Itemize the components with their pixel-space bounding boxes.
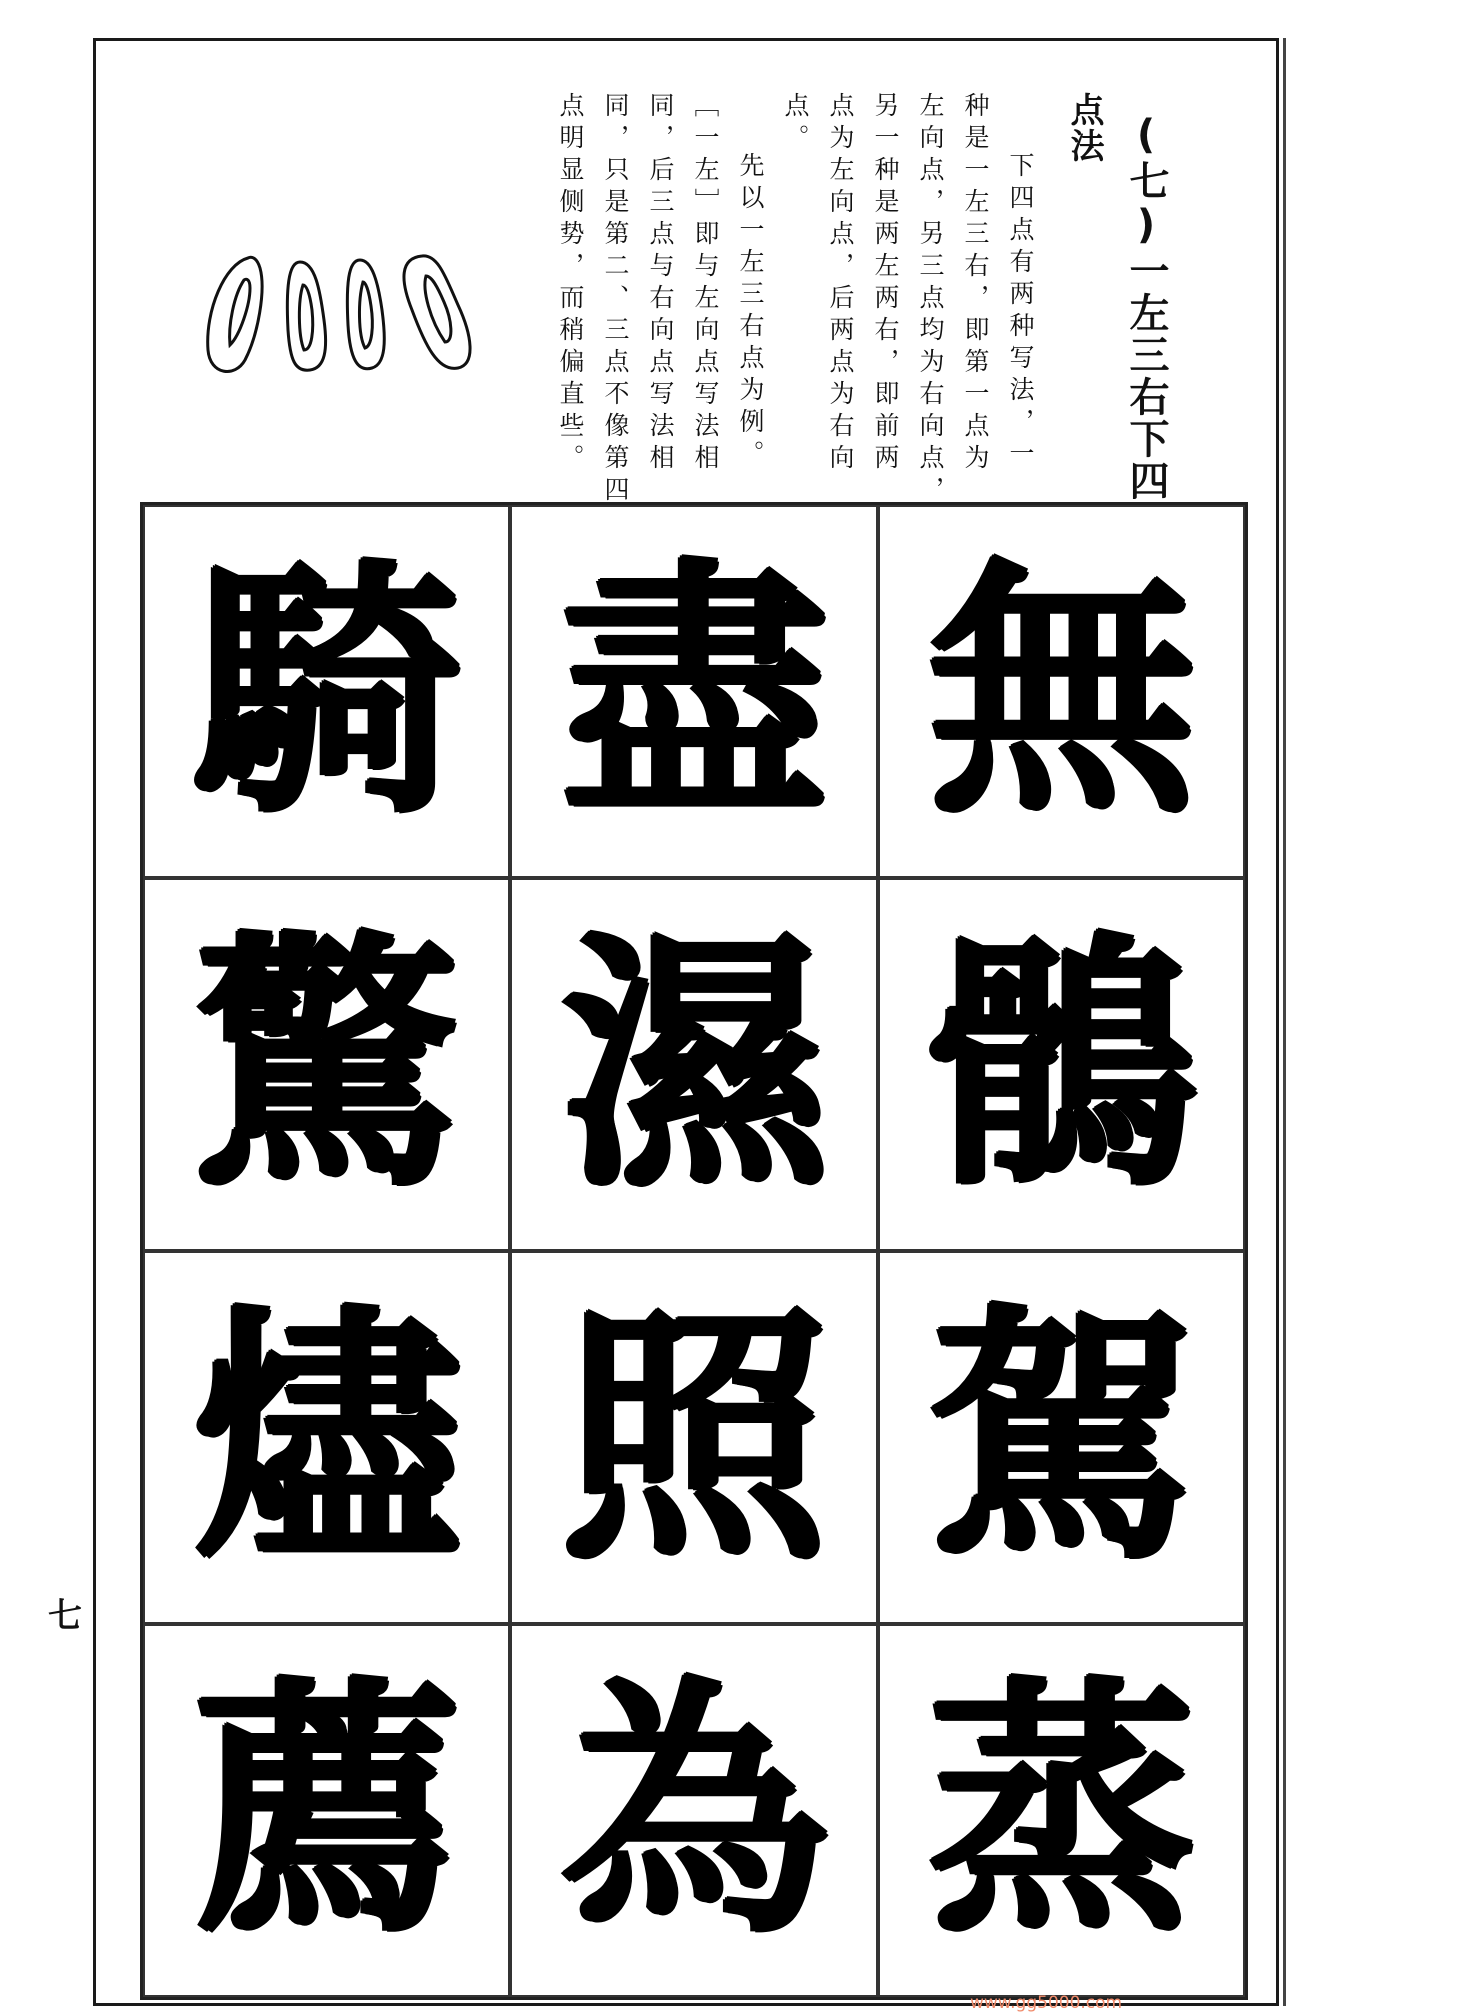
character: 燼 [192, 1279, 461, 1595]
character: 鶻 [927, 906, 1196, 1222]
character: 濕 [559, 906, 828, 1222]
char-cell [143, 1251, 510, 1624]
text-column-8: ［一左］即与左向点写法相 [691, 92, 720, 476]
char-cell [510, 1624, 877, 1997]
left-dot-inner [230, 279, 250, 345]
character: 駕 [927, 1279, 1196, 1595]
watermark: www.gg5000.com [970, 1993, 1123, 2013]
character: 驚 [192, 906, 461, 1222]
char-cell [878, 878, 1245, 1251]
text-column-2: 种是一左三右，即第一点为 [961, 92, 990, 476]
right-dot-inner-1 [299, 285, 312, 350]
text-column-9: 同，后三点与右向点写法相 [646, 92, 675, 476]
page-number: 七 [48, 1596, 82, 1636]
right-dot-shape-2 [347, 260, 384, 369]
text-column-3: 左向点，另三点均为右向点， [916, 92, 945, 508]
section-subtitle: 点法 [1064, 92, 1104, 164]
character-grid [140, 502, 1248, 2000]
page-frame-edge [1283, 38, 1286, 2006]
char-cell [878, 1624, 1245, 1997]
char-cell [143, 878, 510, 1251]
char-cell [510, 1251, 877, 1624]
character: 照 [559, 1279, 828, 1595]
left-dot-shape [208, 257, 262, 371]
section-title: (七)一左三右下四 [1123, 112, 1169, 502]
right-dot-shape-3 [404, 256, 470, 369]
text-column-7: 先以一左三右点为例。 [736, 152, 765, 472]
char-cell [510, 878, 877, 1251]
character: 盡 [559, 533, 828, 849]
text-column-11: 点明显侧势，而稍偏直些。 [556, 92, 585, 476]
text-column-1: 下四点有两种写法，一 [1006, 152, 1035, 472]
character: 無 [927, 533, 1196, 849]
dot-shapes-illustration [200, 250, 480, 380]
right-dot-shape-1 [287, 262, 325, 370]
text-column-5: 点为左向点，后两点为右向 [826, 92, 855, 476]
char-cell [143, 505, 510, 878]
char-cell [878, 1251, 1245, 1624]
text-column-10: 同，只是第二、三点不像第四 [601, 92, 630, 508]
character: 為 [559, 1652, 828, 1968]
character: 騎 [192, 533, 461, 849]
right-dot-inner-3 [425, 276, 451, 342]
char-cell [878, 505, 1245, 878]
right-dot-inner-2 [359, 282, 372, 348]
character: 蒸 [927, 1652, 1196, 1968]
character: 薦 [192, 1652, 461, 1968]
text-column-6: 点。 [781, 92, 810, 156]
char-cell [143, 1624, 510, 1997]
text-column-4: 另一种是两左两右，即前两 [871, 92, 900, 476]
char-cell [510, 505, 877, 878]
